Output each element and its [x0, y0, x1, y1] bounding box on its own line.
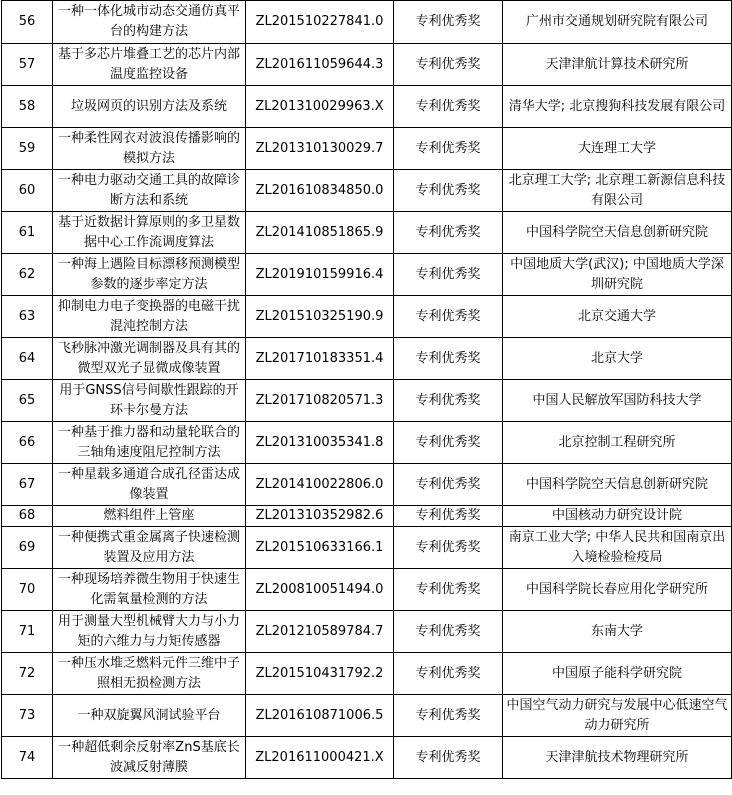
cell-patent-number: ZL201610834850.0: [246, 170, 394, 212]
cell-award: 专利优秀奖: [394, 611, 503, 653]
table-row: [2, 380, 732, 422]
cell-number: 59: [2, 128, 53, 170]
cell-patent-number: ZL201611059644.3: [246, 44, 394, 86]
cell-title: 基于多芯片堆叠工艺的芯片内部温度监控设备: [53, 44, 246, 86]
cell-title: 用于GNSS信号间歇性跟踪的开环卡尔曼方法: [53, 380, 246, 422]
table-row: [2, 128, 732, 170]
table-row: [2, 653, 732, 695]
cell-patent-number: ZL201510633166.1: [246, 527, 394, 569]
cell-award: 专利优秀奖: [394, 128, 503, 170]
cell-organization: 天津津航技术物理研究所: [503, 737, 732, 779]
award-table: [1, 0, 732, 779]
cell-number: 72: [2, 653, 53, 695]
cell-title: 基于近数据计算原则的多卫星数据中心工作流调度算法: [53, 212, 246, 254]
cell-award: 专利优秀奖: [394, 464, 503, 506]
cell-number: 61: [2, 212, 53, 254]
cell-award: 专利优秀奖: [394, 296, 503, 338]
cell-patent-number: ZL201310130029.7: [246, 128, 394, 170]
cell-number: 67: [2, 464, 53, 506]
cell-title: 一种便携式重金属离子快速检测装置及应用方法: [53, 527, 246, 569]
table-row: [2, 527, 732, 569]
cell-number: 63: [2, 296, 53, 338]
cell-patent-number: ZL201710820571.3: [246, 380, 394, 422]
cell-organization: 中国科学院空天信息创新研究院: [503, 212, 732, 254]
cell-award: 专利优秀奖: [394, 380, 503, 422]
cell-award: 专利优秀奖: [394, 737, 503, 779]
cell-organization: 南京工业大学; 中华人民共和国南京出入境检验检疫局: [503, 527, 732, 569]
table-row: [2, 86, 732, 128]
cell-organization: 北京大学: [503, 338, 732, 380]
cell-patent-number: ZL200810051494.0: [246, 569, 394, 611]
cell-number: 69: [2, 527, 53, 569]
cell-title: 一种超低剩余反射率ZnS基底长波减反射薄膜: [53, 737, 246, 779]
cell-number: 56: [2, 1, 53, 44]
cell-number: 65: [2, 380, 53, 422]
cell-number: 73: [2, 695, 53, 737]
cell-organization: 北京控制工程研究所: [503, 422, 732, 464]
cell-title: 一种电力驱动交通工具的故障诊断方法和系统: [53, 170, 246, 212]
table-row: [2, 569, 732, 611]
cell-number: 70: [2, 569, 53, 611]
cell-organization: 清华大学; 北京搜狗科技发展有限公司: [503, 86, 732, 128]
cell-title: 一种现场培养微生物用于快速生化需氧量检测的方法: [53, 569, 246, 611]
cell-title: 燃料组件上管座: [53, 506, 246, 527]
table-row: [2, 422, 732, 464]
cell-number: 66: [2, 422, 53, 464]
cell-number: 64: [2, 338, 53, 380]
cell-patent-number: ZL201610871006.5: [246, 695, 394, 737]
cell-organization: 中国原子能科学研究院: [503, 653, 732, 695]
cell-award: 专利优秀奖: [394, 86, 503, 128]
cell-organization: 中国核动力研究设计院: [503, 506, 732, 527]
cell-patent-number: ZL201710183351.4: [246, 338, 394, 380]
cell-title: 用于测量大型机械臂大力与小力矩的六维力与力矩传感器: [53, 611, 246, 653]
cell-patent-number: ZL201510227841.0: [246, 1, 394, 44]
cell-title: 一种海上遇险目标漂移预测模型参数的逐步率定方法: [53, 254, 246, 296]
cell-number: 57: [2, 44, 53, 86]
cell-patent-number: ZL201910159916.4: [246, 254, 394, 296]
table-row: [2, 611, 732, 653]
cell-organization: 中国科学院长春应用化学研究所: [503, 569, 732, 611]
cell-title: 一种双旋翼风洞试验平台: [53, 695, 246, 737]
cell-organization: 中国科学院空天信息创新研究院: [503, 464, 732, 506]
cell-patent-number: ZL201210589784.7: [246, 611, 394, 653]
cell-number: 68: [2, 506, 53, 527]
cell-award: 专利优秀奖: [394, 1, 503, 44]
cell-organization: 北京理工大学; 北京理工新源信息科技有限公司: [503, 170, 732, 212]
cell-organization: 中国地质大学(武汉); 中国地质大学深圳研究院: [503, 254, 732, 296]
table-row: [2, 170, 732, 212]
cell-award: 专利优秀奖: [394, 527, 503, 569]
award-table-body: [2, 1, 732, 779]
cell-patent-number: ZL201410851865.9: [246, 212, 394, 254]
cell-title: 一种星载多通道合成孔径雷达成像装置: [53, 464, 246, 506]
cell-organization: 广州市交通规划研究院有限公司: [503, 1, 732, 44]
cell-title: 飞秒脉冲激光调制器及具有其的微型双光子显微成像装置: [53, 338, 246, 380]
table-row: [2, 254, 732, 296]
cell-patent-number: ZL201611000421.X: [246, 737, 394, 779]
cell-award: 专利优秀奖: [394, 569, 503, 611]
table-row: [2, 296, 732, 338]
cell-patent-number: ZL201310352982.6: [246, 506, 394, 527]
cell-award: 专利优秀奖: [394, 695, 503, 737]
table-row: [2, 338, 732, 380]
cell-number: 60: [2, 170, 53, 212]
cell-number: 62: [2, 254, 53, 296]
cell-organization: 中国空气动力研究与发展中心低速空气动力研究所: [503, 695, 732, 737]
cell-award: 专利优秀奖: [394, 170, 503, 212]
table-row: [2, 506, 732, 527]
cell-number: 58: [2, 86, 53, 128]
table-row: [2, 695, 732, 737]
cell-title: 一种基于推力器和动量轮联合的三轴角速度阻尼控制方法: [53, 422, 246, 464]
cell-award: 专利优秀奖: [394, 44, 503, 86]
cell-title: 一种柔性网衣对波浪传播影响的模拟方法: [53, 128, 246, 170]
cell-award: 专利优秀奖: [394, 338, 503, 380]
table-row: [2, 44, 732, 86]
cell-patent-number: ZL201410022806.0: [246, 464, 394, 506]
cell-organization: 东南大学: [503, 611, 732, 653]
cell-organization: 中国人民解放军国防科技大学: [503, 380, 732, 422]
cell-number: 74: [2, 737, 53, 779]
table-row: [2, 464, 732, 506]
cell-patent-number: ZL201310035341.8: [246, 422, 394, 464]
cell-patent-number: ZL201310029963.X: [246, 86, 394, 128]
cell-title: 一种压水堆乏燃料元件三维中子照相无损检测方法: [53, 653, 246, 695]
cell-award: 专利优秀奖: [394, 422, 503, 464]
cell-award: 专利优秀奖: [394, 653, 503, 695]
cell-number: 71: [2, 611, 53, 653]
cell-organization: 大连理工大学: [503, 128, 732, 170]
table-row: [2, 737, 732, 779]
cell-award: 专利优秀奖: [394, 212, 503, 254]
cell-award: 专利优秀奖: [394, 506, 503, 527]
cell-patent-number: ZL201510431792.2: [246, 653, 394, 695]
cell-patent-number: ZL201510325190.9: [246, 296, 394, 338]
cell-title: 一种一体化城市动态交通仿真平台的构建方法: [53, 1, 246, 44]
cell-organization: 北京交通大学: [503, 296, 732, 338]
cell-organization: 天津津航计算技术研究所: [503, 44, 732, 86]
table-row: [2, 1, 732, 44]
table-row: [2, 212, 732, 254]
cell-title: 抑制电力电子变换器的电磁干扰混沌控制方法: [53, 296, 246, 338]
cell-title: 垃圾网页的识别方法及系统: [53, 86, 246, 128]
cell-award: 专利优秀奖: [394, 254, 503, 296]
